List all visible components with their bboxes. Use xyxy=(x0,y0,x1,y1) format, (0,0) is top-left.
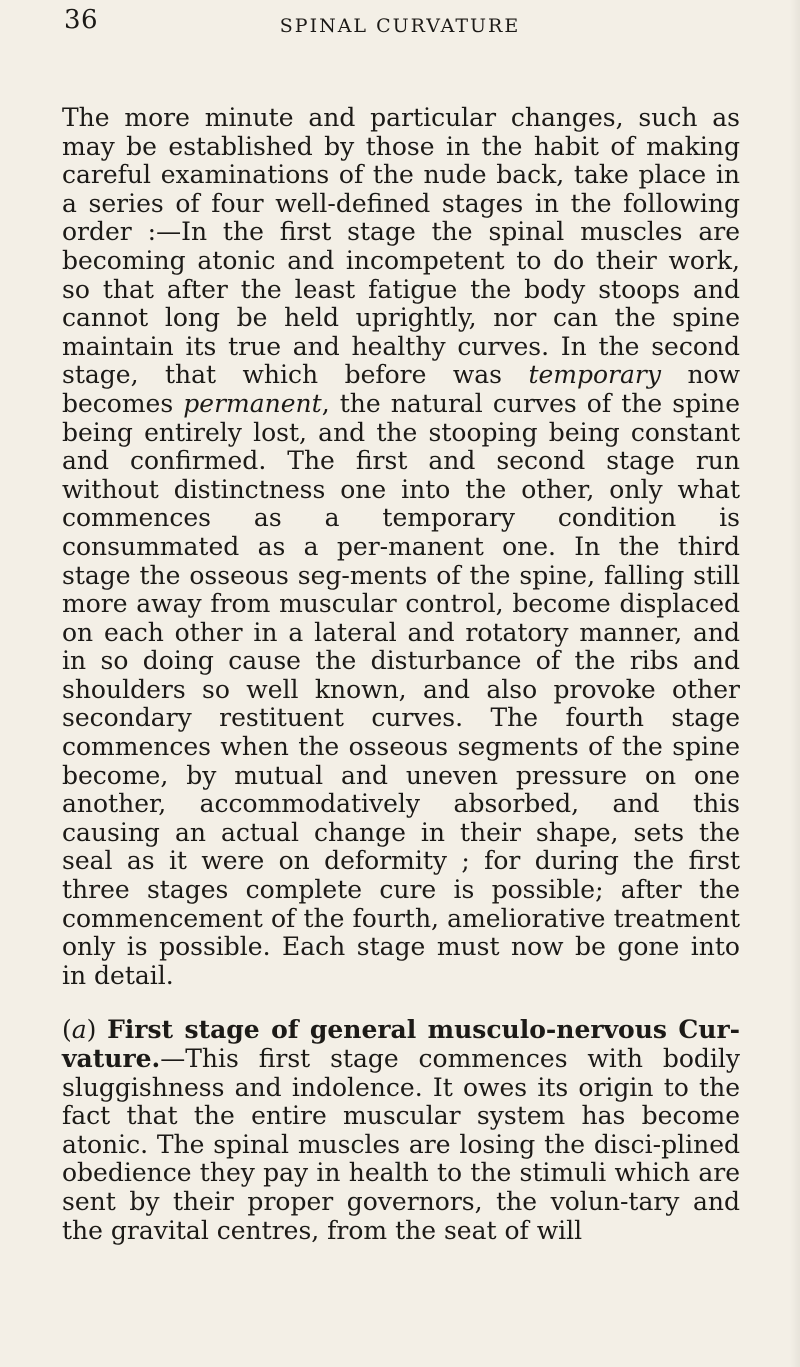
body-text xyxy=(62,104,740,1245)
section-marker-close: ) xyxy=(86,1015,108,1045)
paragraph-stages-overview xyxy=(62,104,740,990)
page-number: 36 xyxy=(64,5,99,35)
emphasis-temporary: temporary xyxy=(528,360,661,390)
section-marker-open: ( xyxy=(62,1015,72,1045)
text-segment: , the natural curves of the spine being entirely lost, and the stooping being constant and confirmed. The first and second stage run without distinctness one into the other, only what commences as a temporary condition is consummated as a per-manent one. In the third stage the osseous seg-ments of the spine, falling still more away from muscular control, become displaced on each other in a lateral and rotatory manner, and in so doing cause the disturbance of the ribs and shoulders so well known, and also provoke other secondary restituent curves. The fourth stage commences when the osseous segments of the spine become, by mutual and uneven pressure on one another, accommodatively absorbed, and this causing an actual change in their shape, sets the seal as it were on deformity ; for during the first three stages complete cure is possible; after the commencement of the fourth, ameliorative treatment only is possible. Each stage must now be gone into in detail. xyxy=(62,388,740,990)
page-edge-shadow xyxy=(790,0,800,1367)
text-segment: The more minute and particular changes, such as may be established by those in the habit of making careful examinations of the nude back, take place in a series of four well-defined stages in the following order :—In the first stage the spinal muscles are becoming atonic and incompetent to do their work, so that after the least fatigue the body stoops and cannot long be held uprightly, nor can the spine maintain its true and healthy curves. In the second stage, that which before was xyxy=(62,103,740,390)
running-title: SPINAL CURVATURE xyxy=(279,15,521,37)
emphasis-permanent: permanent xyxy=(183,388,322,418)
section-title: First stage of general musculo-nervous Cur-vature. xyxy=(62,1015,740,1073)
paragraph-first-stage xyxy=(62,1016,740,1245)
section-marker-letter: a xyxy=(71,1015,87,1045)
text-segment: —This first stage commences with bodily sluggishness and indolence. It owes its origin to the fact that the entire muscular system has become atonic. The spinal muscles are losing the disci-plined obedience they pay in health to the stimuli which are sent by their proper governors, the volun-tary and the gravital centres, from the seat of will xyxy=(62,1044,740,1245)
text-segment: now becomes xyxy=(62,360,740,418)
